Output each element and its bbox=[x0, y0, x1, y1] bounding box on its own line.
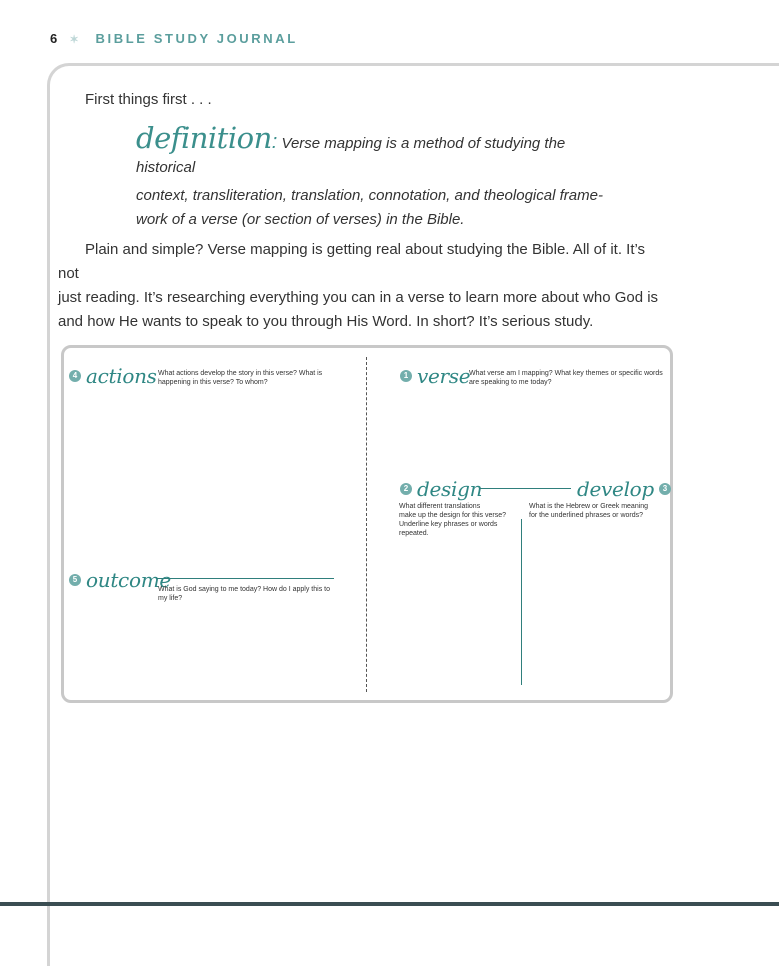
intro-text: First things first . . . bbox=[85, 91, 212, 108]
verse-prompt: What verse am I mapping? What key themes or specific words are speaking to me today? bbox=[469, 370, 663, 386]
definition-block bbox=[136, 121, 606, 232]
actions-prompt: What actions develop the story in this verse? What is happening in this verse? To whom? bbox=[158, 370, 323, 386]
definition-first-line bbox=[136, 121, 606, 180]
verse-title: verse bbox=[417, 364, 471, 388]
design-prompt: What different translations make up the design for this verse? Underline key phrases or words repeated. bbox=[399, 503, 507, 537]
outcome-prompt: What is God saying to me today? How do I apply this to my life? bbox=[158, 586, 330, 602]
outcome-line bbox=[157, 578, 334, 579]
step-number-badge: 1 bbox=[400, 370, 412, 382]
running-header bbox=[50, 31, 298, 46]
page-number: 6 bbox=[50, 31, 58, 46]
verse-map-frame bbox=[61, 345, 673, 703]
paragraph-line: and how He wants to speak to you through His Word. In short? It’s serious study. bbox=[58, 313, 594, 330]
dashed-divider bbox=[366, 357, 367, 692]
definition-line: work of a verse (or section of verses) in the Bible. bbox=[136, 211, 465, 228]
paragraph-line: just reading. It’s researching everything you can in a verse to learn more about who God is bbox=[58, 289, 659, 306]
definition-line: context, transliteration, translation, connotation, and theological frame- bbox=[136, 187, 603, 204]
actions-label bbox=[69, 364, 157, 388]
step-number-badge: 2 bbox=[400, 483, 412, 495]
definition-word: definition bbox=[136, 121, 272, 155]
definition-colon: : bbox=[271, 131, 278, 153]
step-number-badge: 3 bbox=[659, 483, 671, 495]
actions-title: actions bbox=[86, 364, 157, 388]
bottom-bar bbox=[0, 902, 779, 906]
step-number-badge: 4 bbox=[69, 370, 81, 382]
paragraph-line: Plain and simple? Verse mapping is getting real about studying the Bible. All of it. It’s not bbox=[58, 241, 646, 282]
verse-label bbox=[400, 364, 470, 388]
develop-title: develop bbox=[577, 477, 654, 501]
outcome-label bbox=[69, 568, 171, 592]
step-number-badge: 5 bbox=[69, 574, 81, 586]
develop-label bbox=[577, 477, 671, 501]
book-title: BIBLE STUDY JOURNAL bbox=[95, 31, 298, 46]
develop-prompt: What is the Hebrew or Greek meaning for the underlined phrases or words? bbox=[529, 503, 649, 519]
design-develop-divider bbox=[521, 519, 522, 685]
design-develop-line bbox=[479, 488, 571, 489]
outcome-title: outcome bbox=[86, 568, 171, 592]
star-icon: ✶ bbox=[69, 34, 82, 46]
design-title: design bbox=[417, 477, 483, 501]
body-paragraph bbox=[58, 238, 668, 334]
design-label bbox=[400, 477, 482, 501]
definition-line: Verse mapping is a method of studying the historical bbox=[136, 135, 566, 176]
